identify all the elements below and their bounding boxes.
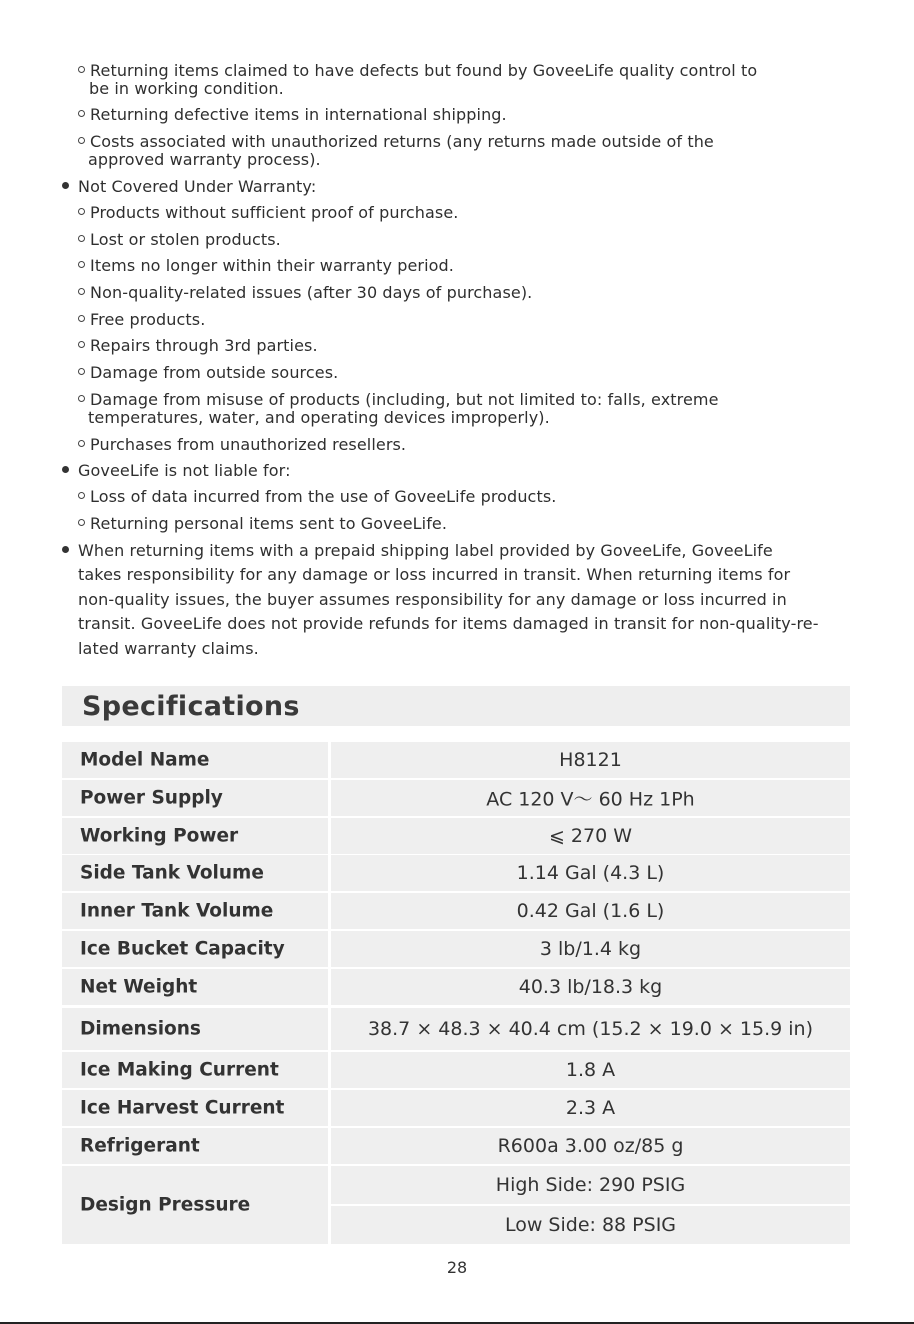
circle-bullet-icon	[78, 288, 85, 295]
dot-bullet-icon	[62, 546, 69, 553]
line-text: Damage from outside sources.	[90, 363, 339, 382]
bullet-item	[62, 178, 316, 196]
spec-label-cell	[62, 1166, 328, 1244]
circle-bullet-icon	[78, 66, 85, 73]
spec-label-cell	[62, 1090, 328, 1126]
circle-bullet-icon	[78, 395, 85, 402]
line-text: transit. GoveeLife does not provide refunds for items damaged in transit for non-quality-re-	[78, 614, 819, 633]
spec-value: 38.7 × 48.3 × 40.4 cm (15.2 × 19.0 × 15.9 in)	[367, 1018, 814, 1040]
sub-bullet-item	[78, 257, 454, 275]
spec-row	[62, 969, 850, 1005]
page-number: 28	[446, 1258, 468, 1277]
spec-row	[62, 1052, 850, 1088]
sub-bullet-item	[78, 337, 318, 355]
line-text: Repairs through 3rd parties.	[90, 336, 318, 355]
spec-value-cell	[331, 969, 850, 1005]
spec-label-cell	[62, 1128, 328, 1164]
bullet-continuation	[89, 80, 284, 98]
spec-row	[62, 931, 850, 967]
bullet-continuation	[88, 409, 550, 427]
spec-value: AC 120 V～ 60 Hz 1Ph	[486, 788, 695, 811]
line-text: When returning items with a prepaid shipping label provided by GoveeLife, GoveeLife	[78, 541, 773, 560]
spec-label: Model Name	[80, 749, 210, 771]
spec-label: Power Supply	[80, 787, 223, 809]
line-text: non-quality issues, the buyer assumes responsibility for any damage or loss incurred in	[78, 590, 787, 609]
spec-row	[62, 1090, 850, 1126]
line-text: GoveeLife is not liable for:	[78, 461, 291, 480]
spec-value-cell	[331, 931, 850, 967]
spec-value: 1.14 Gal (4.3 L)	[516, 862, 665, 884]
spec-label-cell	[62, 1008, 328, 1050]
spec-row	[62, 818, 850, 854]
spec-value: 3 lb/1.4 kg	[539, 938, 642, 960]
spec-value-cell	[331, 1052, 850, 1088]
line-text: be in working condition.	[89, 79, 284, 98]
sub-bullet-item	[78, 231, 281, 249]
circle-bullet-icon	[78, 440, 85, 447]
line-text: Free products.	[90, 310, 206, 329]
sub-bullet-item	[78, 311, 205, 329]
spec-value: 0.42 Gal (1.6 L)	[516, 900, 665, 922]
spec-value: 2.3 A	[565, 1097, 616, 1119]
line-text: takes responsibility for any damage or loss incurred in transit. When returning items for	[78, 565, 791, 584]
spec-label: Design Pressure	[80, 1194, 251, 1216]
line-text: Returning items claimed to have defects but found by GoveeLife quality control to	[90, 61, 758, 80]
spec-value-cell	[331, 1206, 850, 1244]
spec-label-cell	[62, 893, 328, 929]
dot-bullet-icon	[62, 466, 69, 473]
sub-bullet-item	[78, 106, 507, 124]
line-text: Not Covered Under Warranty:	[78, 177, 317, 196]
sub-bullet-item	[78, 204, 459, 222]
spec-value-cell	[331, 1090, 850, 1126]
sub-bullet-item	[78, 62, 757, 80]
line-text: approved warranty process).	[88, 150, 321, 169]
sub-bullet-item	[78, 364, 338, 382]
spec-value-cell	[331, 1008, 850, 1050]
spec-label-cell	[62, 742, 328, 778]
spec-row	[62, 1008, 850, 1050]
paragraph-line	[78, 591, 787, 609]
spec-row	[62, 780, 850, 816]
sub-bullet-item	[78, 436, 406, 454]
spec-value: Low Side: 88 PSIG	[504, 1214, 677, 1236]
spec-label-cell	[62, 818, 328, 854]
spec-label-cell	[62, 855, 328, 891]
spec-label: Refrigerant	[80, 1135, 200, 1157]
circle-bullet-icon	[78, 137, 85, 144]
line-text: Products without sufficient proof of purchase.	[90, 203, 459, 222]
spec-row	[62, 855, 850, 891]
line-text: Items no longer within their warranty period.	[90, 256, 454, 275]
spec-value-cell	[331, 855, 850, 891]
spec-label-cell	[62, 969, 328, 1005]
spec-value-cell	[331, 1128, 850, 1164]
line-text: Returning personal items sent to GoveeLife.	[90, 514, 448, 533]
line-text: Damage from misuse of products (including, but not limited to: falls, extreme	[90, 390, 719, 409]
circle-bullet-icon	[78, 492, 85, 499]
line-text: Purchases from unauthorized resellers.	[90, 435, 407, 454]
spec-value: High Side: 290 PSIG	[495, 1174, 686, 1196]
spec-row	[62, 1128, 850, 1164]
line-text: Loss of data incurred from the use of GoveeLife products.	[90, 487, 557, 506]
dot-bullet-icon	[62, 182, 69, 189]
spec-label: Net Weight	[80, 976, 198, 998]
spec-value: 1.8 A	[565, 1059, 616, 1081]
sub-bullet-item	[78, 133, 714, 151]
paragraph-line	[78, 640, 259, 658]
spec-row	[62, 742, 850, 778]
paragraph-line	[78, 615, 819, 633]
bullet-item	[62, 462, 291, 480]
circle-bullet-icon	[78, 261, 85, 268]
spec-label: Ice Bucket Capacity	[80, 938, 285, 960]
spec-label: Inner Tank Volume	[80, 900, 274, 922]
spec-value: 40.3 lb/18.3 kg	[518, 976, 663, 998]
line-text: lated warranty claims.	[78, 639, 259, 658]
line-text: Costs associated with unauthorized returns (any returns made outside of the	[90, 132, 714, 151]
spec-label: Side Tank Volume	[80, 862, 264, 884]
sub-bullet-item	[78, 515, 447, 533]
sub-bullet-item	[78, 284, 532, 302]
line-text: Lost or stolen products.	[90, 230, 281, 249]
spec-label: Working Power	[80, 825, 239, 847]
spec-label-cell	[62, 780, 328, 816]
specifications-title: Specifications	[82, 691, 300, 722]
line-text: Non-quality-related issues (after 30 days of purchase).	[90, 283, 533, 302]
spec-value-cell	[331, 818, 850, 854]
spec-label-cell	[62, 1052, 328, 1088]
spec-value-cell	[331, 780, 850, 816]
circle-bullet-icon	[78, 341, 85, 348]
spec-row	[62, 1166, 850, 1244]
specifications-header	[62, 686, 850, 726]
spec-value-cell	[331, 1166, 850, 1204]
line-text: Returning defective items in international shipping.	[90, 105, 507, 124]
spec-label: Ice Harvest Current	[80, 1097, 285, 1119]
spec-row	[62, 893, 850, 929]
circle-bullet-icon	[78, 315, 85, 322]
sub-bullet-item	[78, 488, 556, 506]
spec-value-cell	[331, 893, 850, 929]
spec-label: Dimensions	[80, 1018, 201, 1040]
spec-label-cell	[62, 931, 328, 967]
circle-bullet-icon	[78, 235, 85, 242]
sub-bullet-item	[78, 391, 719, 409]
circle-bullet-icon	[78, 519, 85, 526]
bullet-continuation	[88, 151, 321, 169]
spec-label: Ice Making Current	[80, 1059, 279, 1081]
spec-value-cell	[331, 742, 850, 778]
line-text: temperatures, water, and operating devices improperly).	[88, 408, 550, 427]
spec-value: H8121	[559, 749, 622, 771]
circle-bullet-icon	[78, 368, 85, 375]
circle-bullet-icon	[78, 208, 85, 215]
bullet-item	[62, 542, 773, 560]
spec-value: R600a 3.00 oz/85 g	[497, 1135, 684, 1157]
circle-bullet-icon	[78, 110, 85, 117]
spec-value: ⩽ 270 W	[548, 825, 633, 847]
paragraph-line	[78, 566, 790, 584]
